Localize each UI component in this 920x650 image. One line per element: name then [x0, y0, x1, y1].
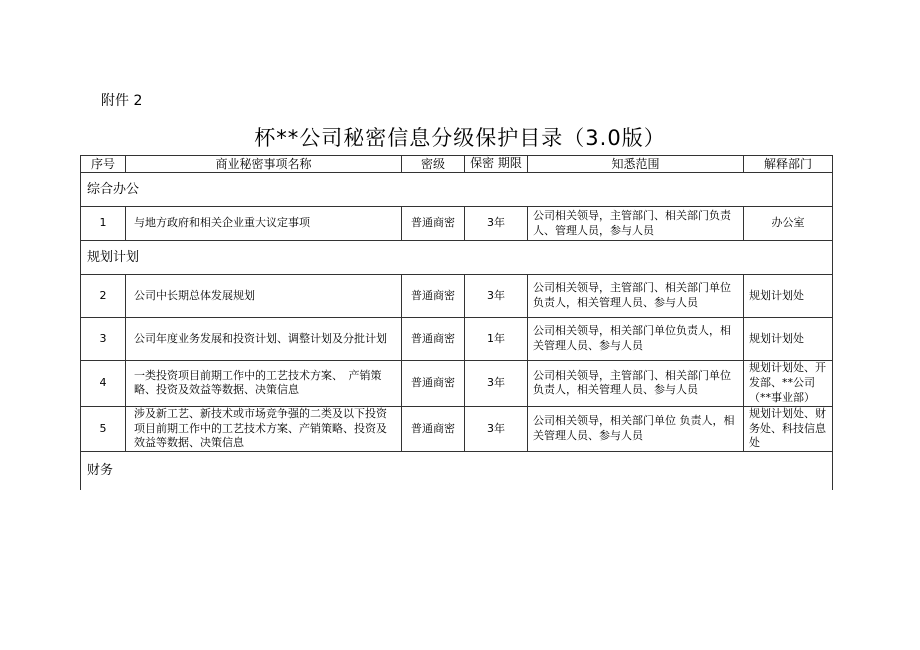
cell-level: 普通商密 [402, 207, 465, 241]
cell-dept: 规划计划处、开发部、**公司（**事业部） [744, 361, 833, 407]
header-scope: 知悉范围 [528, 156, 744, 173]
cell-period: 3年 [465, 406, 528, 452]
table-row [81, 406, 833, 452]
cell-dept: 规划计划处 [744, 318, 833, 361]
section-title: 规划计划 [81, 241, 833, 275]
cell-period: 3年 [465, 361, 528, 407]
table-row [81, 361, 833, 407]
cell-no: 5 [81, 406, 126, 452]
cell-dept: 规划计划处 [744, 275, 833, 318]
cell-period: 3年 [465, 275, 528, 318]
cell-no: 1 [81, 207, 126, 241]
cell-item: 公司年度业务发展和投资计划、调整计划及分批计划 [126, 318, 402, 361]
section-row [81, 452, 833, 491]
section-title: 综合办公 [81, 173, 833, 207]
cell-level: 普通商密 [402, 361, 465, 407]
cell-item: 与地方政府和相关企业重大议定事项 [126, 207, 402, 241]
cell-scope: 公司相关领导，主管部门、相关部门单位 负责人，相关管理人员、参与人员 [528, 275, 744, 318]
section-row [81, 241, 833, 275]
cell-dept: 规划计划处、财务处、科技信息处 [744, 406, 833, 452]
header-no: 序号 [81, 156, 126, 173]
header-dept: 解释部门 [744, 156, 833, 173]
cell-period: 3年 [465, 207, 528, 241]
table-row [81, 275, 833, 318]
attachment-label: 附件 2 [101, 93, 143, 109]
cell-scope: 公司相关领导，主管部门、相关部门负责 人、管理人员，参与人员 [528, 207, 744, 241]
cell-no: 2 [81, 275, 126, 318]
cell-level: 普通商密 [402, 275, 465, 318]
cell-scope: 公司相关领导，相关部门单位 负责人，相关管理人员、参与人员 [528, 406, 744, 452]
document-title: 杯**公司秘密信息分级保护目录（3.0版） [254, 126, 666, 150]
cell-item: 公司中长期总体发展规划 [126, 275, 402, 318]
cell-scope: 公司相关领导，主管部门、相关部门单位 负责人，相关管理人员、参与人员 [528, 361, 744, 407]
section-row [81, 173, 833, 207]
section-title: 财务 [81, 452, 833, 491]
table-row [81, 318, 833, 361]
cell-item: 一类投资项目前期工作中的工艺技术方案、 产销策略、投资及效益等数据、决策信息 [126, 361, 402, 407]
cell-period: 1年 [465, 318, 528, 361]
header-period: 保密 期限 [465, 156, 528, 173]
header-level: 密级 [402, 156, 465, 173]
cell-item: 涉及新工艺、新技术或市场竞争强的二类及以下投资 项目前期工作中的工艺技术方案、产销策略、投资及 效益等数据、决策信息 [126, 406, 402, 452]
secrets-table [80, 155, 833, 490]
cell-level: 普通商密 [402, 318, 465, 361]
cell-level: 普通商密 [402, 406, 465, 452]
cell-no: 3 [81, 318, 126, 361]
cell-scope: 公司相关领导，相关部门单位负责人，相 关管理人员、参与人员 [528, 318, 744, 361]
header-item: 商业秘密事项名称 [126, 156, 402, 173]
header-row [81, 156, 833, 173]
cell-dept: 办公室 [744, 207, 833, 241]
cell-no: 4 [81, 361, 126, 407]
table-row [81, 207, 833, 241]
